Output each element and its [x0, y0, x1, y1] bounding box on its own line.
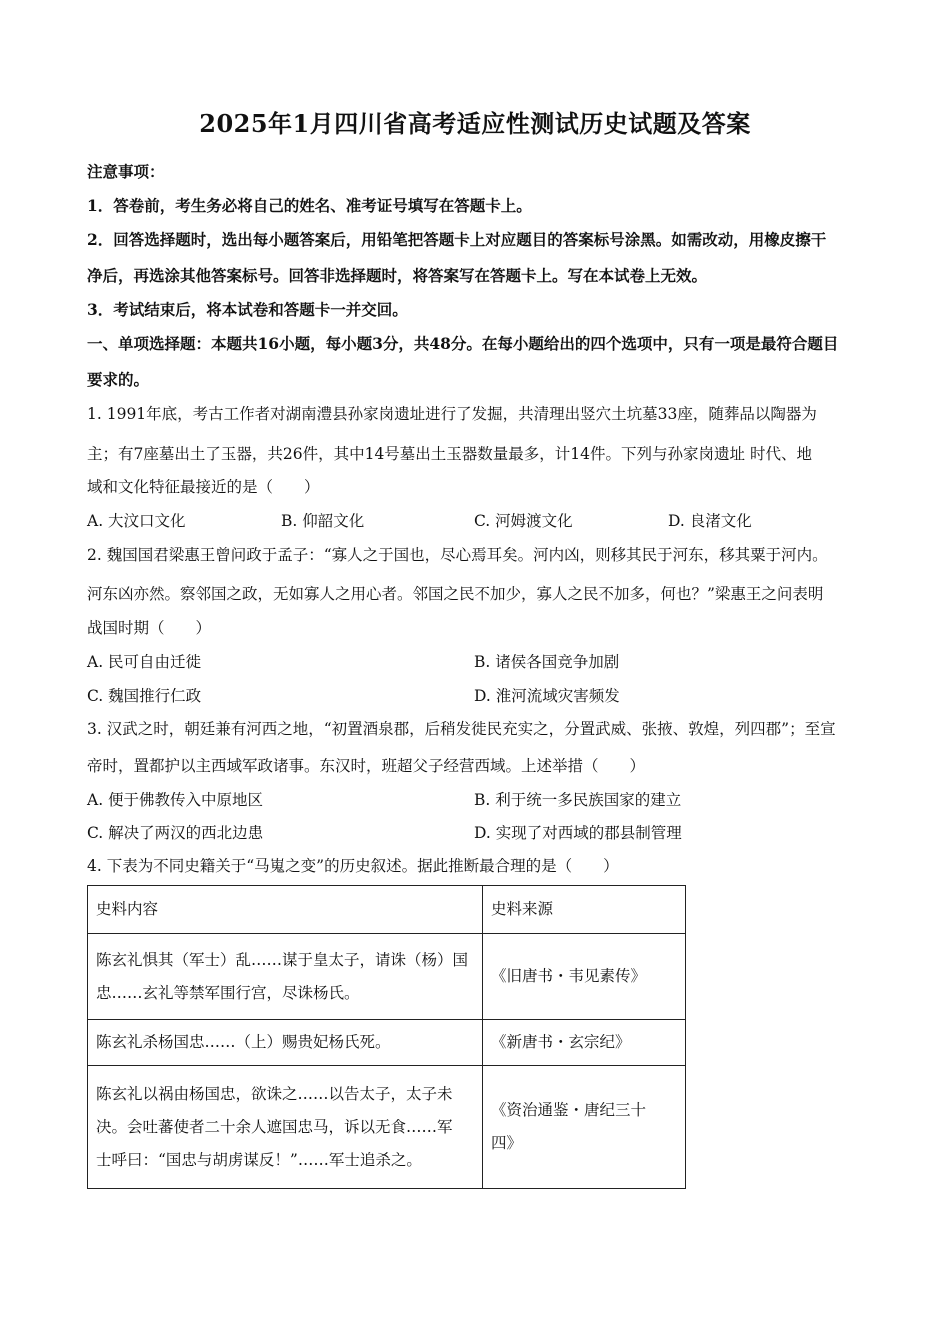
table-cell-content: 陈玄礼惧其（军士）乱……谋于皇太子，请诛（杨）国 忠……玄礼等禁军围行宫，尽诛杨氏。: [88, 934, 483, 1020]
q1-option-a: A. 大汶口文化: [87, 512, 186, 530]
q2-option-a: A. 民可自由迁徙: [87, 653, 202, 671]
notice-item: 1．答卷前，考生务必将自己的姓名、准考证号填写在答题卡上。: [87, 196, 532, 215]
table-cell-source: 《旧唐书・韦见素传》: [483, 934, 686, 1020]
section-heading-cont: 要求的。: [87, 370, 150, 389]
history-source-table: [87, 885, 686, 1189]
table-header-content: 史料内容: [88, 886, 483, 934]
table-cell-source: 《新唐书・玄宗纪》: [483, 1020, 686, 1066]
q3-stem: 帝时，置都护以主西域军政诸事。东汉时，班超父子经营西域。上述举措（ ）: [87, 757, 646, 775]
q2-option-b: B. 诸侯各国竞争加剧: [474, 653, 620, 671]
q1-stem: 域和文化特征最接近的是（ ）: [87, 478, 320, 496]
notice-item: 2．回答选择题时，选出每小题答案后，用铅笔把答题卡上对应题目的答案标号涂黑。如需改动，用橡皮擦干: [87, 230, 827, 249]
q4-stem: 4. 下表为不同史籍关于“马嵬之变”的历史叙述。据此推断最合理的是（ ）: [87, 857, 619, 875]
q3-option-c: C. 解决了两汉的西北边患: [87, 824, 264, 842]
notice-item: 3．考试结束后，将本试卷和答题卡一并交回。: [87, 300, 408, 319]
q3-option-b: B. 利于统一多民族国家的建立: [474, 791, 682, 809]
q3-stem: 3. 汉武之时，朝廷兼有河西之地，“初置酒泉郡，后稍发徙民充实之，分置武威、张掖、敦煌，列四郡”；至宣: [87, 720, 836, 738]
q2-stem: 战国时期（ ）: [87, 619, 212, 637]
notice-heading: 注意事项：: [87, 162, 165, 181]
table-row: [88, 934, 686, 1020]
table-cell-content: 陈玄礼杀杨国忠……（上）赐贵妃杨氏死。: [88, 1020, 483, 1066]
q3-option-a: A. 便于佛教传入中原地区: [87, 791, 264, 809]
table-cell-source: 《资治通鉴・唐纪三十 四》: [483, 1066, 686, 1189]
table-header-source: 史料来源: [483, 886, 686, 934]
q2-stem: 河东凶亦然。察邻国之政，无如寡人之用心者。邻国之民不加少，寡人之民不加多，何也？”梁惠王之问表明: [87, 585, 824, 603]
q2-option-d: D. 淮河流域灾害频发: [474, 687, 620, 705]
q1-stem: 主；有7座墓出土了玉器，共26件，其中14号墓出土玉器数量最多，计14件。下列与孙家岗遗址 时代、地: [87, 445, 812, 463]
q1-option-d: D. 良渚文化: [668, 512, 752, 530]
table-cell-content: 陈玄礼以祸由杨国忠，欲诛之……以告太子，太子未 决。会吐蕃使者二十余人遮国忠马，诉以无食……军 士呼曰：“国忠与胡虏谋反！”……军士追杀之。: [88, 1066, 483, 1189]
table-row: [88, 1020, 686, 1066]
notice-item: 净后，再选涂其他答案标号。回答非选择题时，将答案写在答题卡上。写在本试卷上无效。: [87, 266, 708, 285]
section-heading: 一、单项选择题：本题共16小题，每小题3分，共48分。在每小题给出的四个选项中，只有一项是最符合题目: [87, 334, 839, 353]
q2-stem: 2. 魏国国君梁惠王曾问政于孟子：“寡人之于国也，尽心焉耳矣。河内凶，则移其民于河东，移其粟于河内。: [87, 546, 828, 564]
q2-option-c: C. 魏国推行仁政: [87, 687, 202, 705]
q1-option-c: C. 河姆渡文化: [474, 512, 573, 530]
page-title: 2025年1月四川省高考适应性测试历史试题及答案: [199, 109, 751, 138]
table-row: [88, 1066, 686, 1189]
table-header-row: [88, 886, 686, 934]
q3-option-d: D. 实现了对西域的郡县制管理: [474, 824, 682, 842]
q1-stem: 1. 1991年底，考古工作者对湖南澧县孙家岗遗址进行了发掘，共清理出竖穴土坑墓33座，随葬品以陶器为: [87, 405, 817, 423]
q1-option-b: B. 仰韶文化: [281, 512, 365, 530]
